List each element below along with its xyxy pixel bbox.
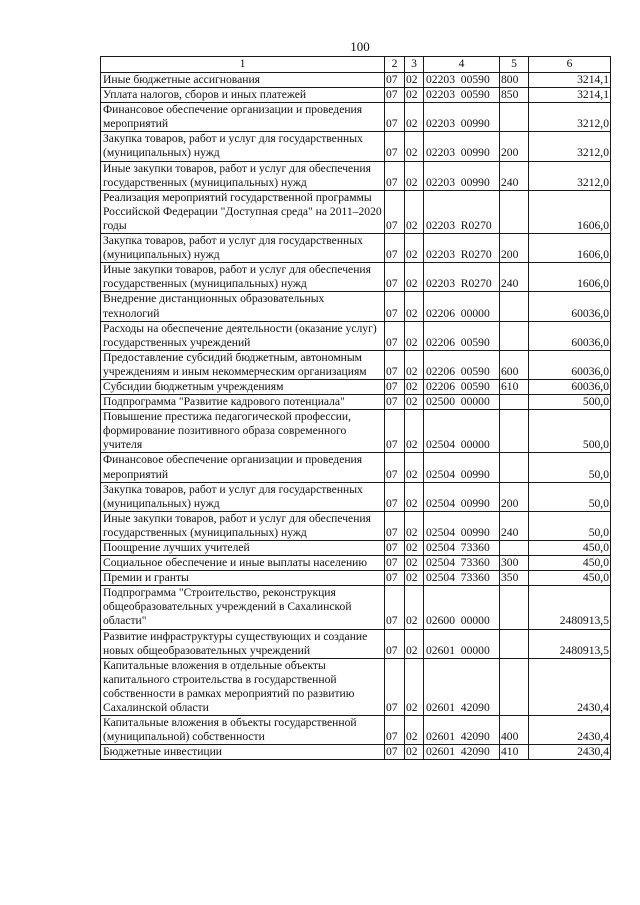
row-amount: 50,0 — [529, 453, 611, 482]
row-amount: 60036,0 — [529, 350, 611, 379]
row-target-code: 02601 00000 — [424, 629, 500, 658]
row-section: 07 — [385, 556, 405, 571]
row-name: Иные закупки товаров, работ и услуг для обеспечения государственных (муниципальных) нужд — [101, 511, 385, 540]
row-name: Финансовое обеспечение организации и проведения мероприятий — [101, 453, 385, 482]
row-amount: 3212,0 — [529, 161, 611, 190]
row-amount: 3212,0 — [529, 103, 611, 132]
row-expense-type: 610 — [500, 379, 529, 394]
row-amount: 2480913,5 — [529, 629, 611, 658]
row-target-code: 02203 00990 — [424, 132, 500, 161]
row-section: 07 — [385, 379, 405, 394]
row-subsection: 02 — [405, 73, 424, 88]
row-target-code: 02203 00990 — [424, 161, 500, 190]
row-name: Бюджетные инвестиции — [101, 745, 385, 760]
table-row — [101, 73, 611, 88]
row-subsection: 02 — [405, 511, 424, 540]
row-subsection: 02 — [405, 190, 424, 233]
row-name: Закупка товаров, работ и услуг для государственных (муниципальных) нужд — [101, 234, 385, 263]
row-expense-type: 800 — [500, 73, 529, 88]
row-name: Подпрограмма "Развитие кадрового потенциала" — [101, 395, 385, 410]
row-amount: 2430,4 — [529, 745, 611, 760]
row-expense-type — [500, 410, 529, 453]
row-section: 07 — [385, 482, 405, 511]
row-section: 07 — [385, 73, 405, 88]
table-row — [101, 482, 611, 511]
table-row — [101, 395, 611, 410]
row-subsection: 02 — [405, 541, 424, 556]
row-section: 07 — [385, 629, 405, 658]
row-subsection: 02 — [405, 556, 424, 571]
row-name: Поощрение лучших учителей — [101, 541, 385, 556]
row-subsection: 02 — [405, 571, 424, 586]
row-target-code: 02203 00590 — [424, 88, 500, 103]
row-expense-type — [500, 190, 529, 233]
row-name: Социальное обеспечение и иные выплаты населению — [101, 556, 385, 571]
row-target-code: 02601 42090 — [424, 716, 500, 745]
row-name: Субсидии бюджетным учреждениям — [101, 379, 385, 394]
row-section: 07 — [385, 586, 405, 629]
table-row — [101, 234, 611, 263]
row-amount: 50,0 — [529, 511, 611, 540]
row-expense-type — [500, 292, 529, 321]
table-row — [101, 379, 611, 394]
row-amount: 450,0 — [529, 571, 611, 586]
row-expense-type — [500, 541, 529, 556]
table-body — [101, 57, 611, 760]
table-row — [101, 541, 611, 556]
header-cell-2: 2 — [385, 57, 405, 73]
row-subsection: 02 — [405, 321, 424, 350]
row-name: Закупка товаров, работ и услуг для государственных (муниципальных) нужд — [101, 132, 385, 161]
row-name: Капитальные вложения в отдельные объекты капитального строительства в государственной собственности в рамках мероприятий по развитию Сахалинской области — [101, 658, 385, 715]
row-name: Премии и гранты — [101, 571, 385, 586]
row-subsection: 02 — [405, 658, 424, 715]
row-section: 07 — [385, 716, 405, 745]
row-target-code: 02601 42090 — [424, 658, 500, 715]
row-expense-type: 240 — [500, 511, 529, 540]
row-target-code: 02504 00990 — [424, 511, 500, 540]
row-section: 07 — [385, 132, 405, 161]
row-section: 07 — [385, 511, 405, 540]
table-row — [101, 716, 611, 745]
row-subsection: 02 — [405, 586, 424, 629]
table-row — [101, 586, 611, 629]
row-subsection: 02 — [405, 716, 424, 745]
table-row — [101, 511, 611, 540]
row-section: 07 — [385, 292, 405, 321]
row-name: Иные бюджетные ассигнования — [101, 73, 385, 88]
row-amount: 2430,4 — [529, 716, 611, 745]
row-subsection: 02 — [405, 292, 424, 321]
row-expense-type — [500, 103, 529, 132]
row-section: 07 — [385, 161, 405, 190]
row-name: Развитие инфраструктуры существующих и создание новых общеобразовательных учреждений — [101, 629, 385, 658]
table-row — [101, 321, 611, 350]
row-name: Внедрение дистанционных образовательных технологий — [101, 292, 385, 321]
row-expense-type: 240 — [500, 263, 529, 292]
row-expense-type — [500, 586, 529, 629]
row-target-code: 02504 00000 — [424, 410, 500, 453]
row-name: Предоставление субсидий бюджетным, автономным учреждениям и иным некоммерческим организациям — [101, 350, 385, 379]
budget-table — [100, 56, 611, 760]
row-target-code: 02203 R0270 — [424, 190, 500, 233]
row-expense-type: 300 — [500, 556, 529, 571]
row-section: 07 — [385, 658, 405, 715]
row-section: 07 — [385, 190, 405, 233]
row-target-code: 02206 00590 — [424, 379, 500, 394]
row-amount: 1606,0 — [529, 263, 611, 292]
row-target-code: 02600 00000 — [424, 586, 500, 629]
row-target-code: 02206 00000 — [424, 292, 500, 321]
row-section: 07 — [385, 395, 405, 410]
row-subsection: 02 — [405, 379, 424, 394]
row-amount: 60036,0 — [529, 379, 611, 394]
table-row — [101, 410, 611, 453]
header-cell-5: 5 — [500, 57, 529, 73]
row-name: Закупка товаров, работ и услуг для государственных (муниципальных) нужд — [101, 482, 385, 511]
row-expense-type: 350 — [500, 571, 529, 586]
row-subsection: 02 — [405, 234, 424, 263]
row-name: Реализация мероприятий государственной программы Российской Федерации "Доступная среда" на 2011–2020 годы — [101, 190, 385, 233]
row-section: 07 — [385, 745, 405, 760]
row-expense-type: 200 — [500, 132, 529, 161]
row-subsection: 02 — [405, 263, 424, 292]
row-name: Уплата налогов, сборов и иных платежей — [101, 88, 385, 103]
row-section: 07 — [385, 88, 405, 103]
row-amount: 3212,0 — [529, 132, 611, 161]
row-section: 07 — [385, 321, 405, 350]
row-amount: 450,0 — [529, 556, 611, 571]
row-amount: 60036,0 — [529, 321, 611, 350]
row-name: Повышение престижа педагогической профессии, формирование позитивного образа современного учителя — [101, 410, 385, 453]
row-expense-type: 410 — [500, 745, 529, 760]
row-subsection: 02 — [405, 629, 424, 658]
row-target-code: 02504 00990 — [424, 453, 500, 482]
row-name: Иные закупки товаров, работ и услуг для обеспечения государственных (муниципальных) нужд — [101, 263, 385, 292]
row-amount: 1606,0 — [529, 190, 611, 233]
table-header-row — [101, 57, 611, 73]
row-target-code: 02203 R0270 — [424, 234, 500, 263]
table-row — [101, 571, 611, 586]
row-subsection: 02 — [405, 482, 424, 511]
row-target-code: 02203 00990 — [424, 103, 500, 132]
table-row — [101, 161, 611, 190]
row-amount: 500,0 — [529, 395, 611, 410]
row-amount: 1606,0 — [529, 234, 611, 263]
header-cell-6: 6 — [529, 57, 611, 73]
row-name: Иные закупки товаров, работ и услуг для обеспечения государственных (муниципальных) нужд — [101, 161, 385, 190]
row-expense-type: 600 — [500, 350, 529, 379]
row-expense-type: 240 — [500, 161, 529, 190]
table-row — [101, 103, 611, 132]
table-row — [101, 745, 611, 760]
row-expense-type: 400 — [500, 716, 529, 745]
row-subsection: 02 — [405, 161, 424, 190]
row-amount: 50,0 — [529, 482, 611, 511]
row-section: 07 — [385, 263, 405, 292]
row-section: 07 — [385, 234, 405, 263]
row-target-code: 02206 00590 — [424, 321, 500, 350]
row-section: 07 — [385, 103, 405, 132]
table-row — [101, 292, 611, 321]
page-number: 100 — [350, 39, 370, 54]
table-row — [101, 88, 611, 103]
table-row — [101, 350, 611, 379]
row-section: 07 — [385, 410, 405, 453]
row-target-code: 02206 00590 — [424, 350, 500, 379]
row-subsection: 02 — [405, 453, 424, 482]
row-expense-type: 200 — [500, 482, 529, 511]
row-subsection: 02 — [405, 395, 424, 410]
table-row — [101, 453, 611, 482]
table-row — [101, 190, 611, 233]
table-row — [101, 556, 611, 571]
row-section: 07 — [385, 541, 405, 556]
header-cell-4: 4 — [424, 57, 500, 73]
row-expense-type — [500, 453, 529, 482]
table-row — [101, 132, 611, 161]
row-section: 07 — [385, 571, 405, 586]
row-target-code: 02500 00000 — [424, 395, 500, 410]
row-target-code: 02504 73360 — [424, 556, 500, 571]
row-name: Финансовое обеспечение организации и проведения мероприятий — [101, 103, 385, 132]
row-name: Капитальные вложения в объекты государственной (муниципальной) собственности — [101, 716, 385, 745]
row-expense-type — [500, 395, 529, 410]
table-row — [101, 263, 611, 292]
row-expense-type — [500, 321, 529, 350]
row-target-code: 02203 R0270 — [424, 263, 500, 292]
header-cell-3: 3 — [405, 57, 424, 73]
row-target-code: 02504 73360 — [424, 571, 500, 586]
row-expense-type — [500, 658, 529, 715]
row-subsection: 02 — [405, 350, 424, 379]
row-target-code: 02203 00590 — [424, 73, 500, 88]
header-cell-1: 1 — [101, 57, 385, 73]
row-amount: 3214,1 — [529, 73, 611, 88]
row-expense-type: 850 — [500, 88, 529, 103]
row-subsection: 02 — [405, 88, 424, 103]
row-target-code: 02601 42090 — [424, 745, 500, 760]
row-amount: 60036,0 — [529, 292, 611, 321]
row-amount: 450,0 — [529, 541, 611, 556]
row-expense-type: 200 — [500, 234, 529, 263]
row-amount: 2430,4 — [529, 658, 611, 715]
row-amount: 500,0 — [529, 410, 611, 453]
row-subsection: 02 — [405, 132, 424, 161]
row-amount: 3214,1 — [529, 88, 611, 103]
row-subsection: 02 — [405, 410, 424, 453]
row-subsection: 02 — [405, 745, 424, 760]
table-row — [101, 658, 611, 715]
row-name: Расходы на обеспечение деятельности (оказание услуг) государственных учреждений — [101, 321, 385, 350]
row-target-code: 02504 00990 — [424, 482, 500, 511]
table-row — [101, 629, 611, 658]
row-section: 07 — [385, 453, 405, 482]
row-section: 07 — [385, 350, 405, 379]
row-amount: 2480913,5 — [529, 586, 611, 629]
row-expense-type — [500, 629, 529, 658]
row-name: Подпрограмма "Строительство, реконструкция общеобразовательных учреждений в Сахалинской области" — [101, 586, 385, 629]
row-target-code: 02504 73360 — [424, 541, 500, 556]
row-subsection: 02 — [405, 103, 424, 132]
